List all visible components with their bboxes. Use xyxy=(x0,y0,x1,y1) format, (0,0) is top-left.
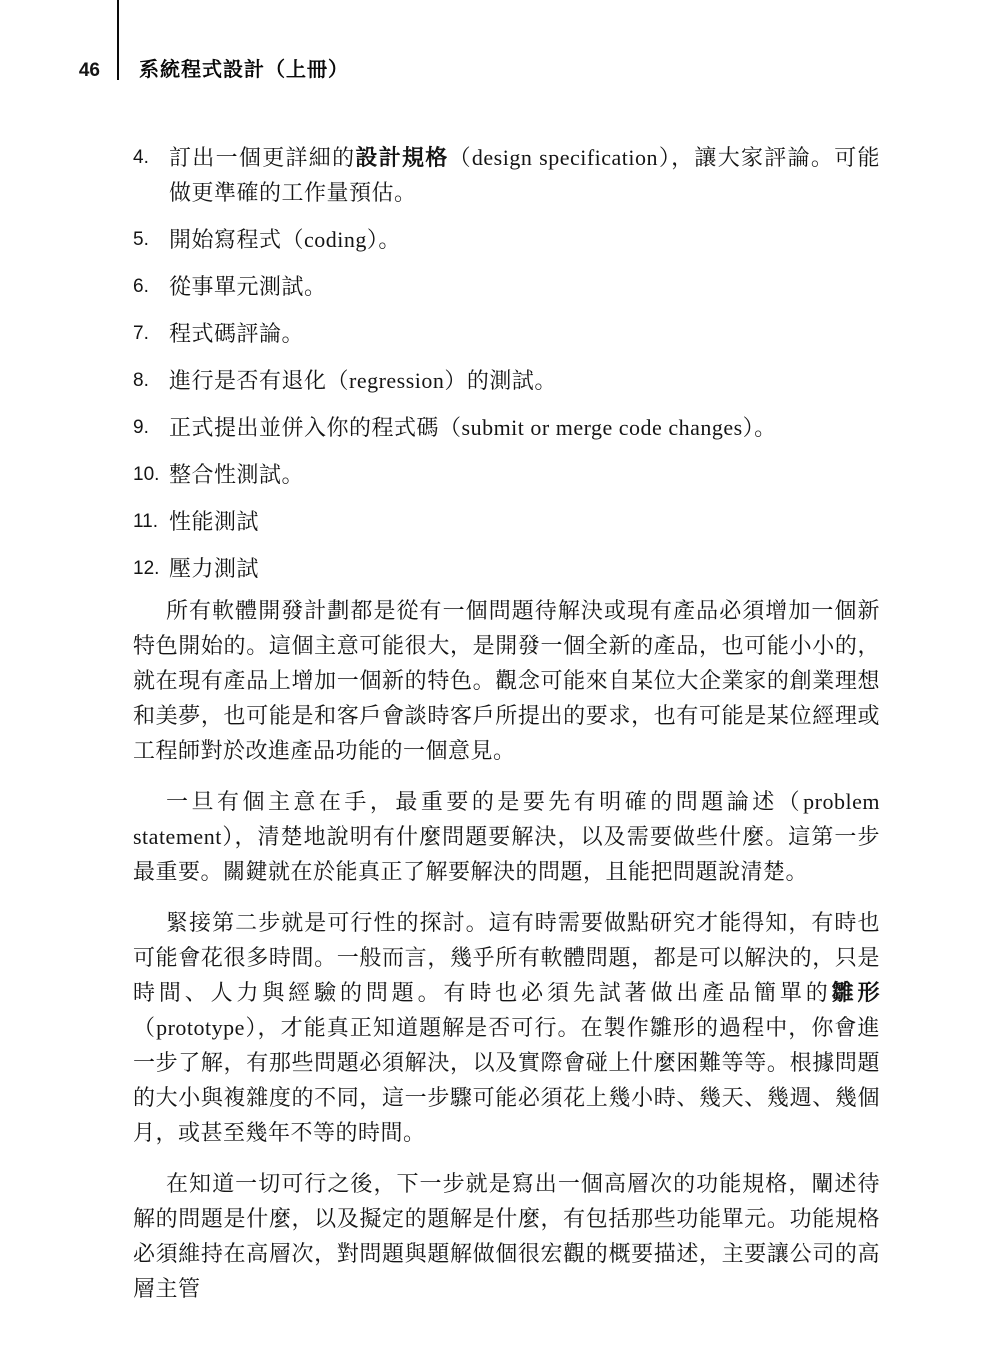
paragraph-3 xyxy=(133,905,880,1150)
numbered-list xyxy=(133,140,880,586)
paragraph-4: 在知道一切可行之後，下一步就是寫出一個高層次的功能規格，闡述待解的問題是什麼，以及擬定的題解是什麼，有包括那些功能單元。功能規格必須維持在高層次，對問題與題解做個很宏觀的概要描述，主要讓公司的高層主管 xyxy=(133,1171,880,1301)
list-item-text-pre: 訂出一個更詳細的 xyxy=(169,145,356,170)
list-item-text: 整合性測試。 xyxy=(169,462,305,487)
list-item-12 xyxy=(133,551,880,586)
list-item-number: 6. xyxy=(133,276,149,297)
paragraph-3-bold: 雛形 xyxy=(831,980,880,1005)
list-item-number: 12. xyxy=(133,558,160,579)
list-item-text: 進行是否有退化（regression）的測試。 xyxy=(169,368,557,393)
list-item-number: 5. xyxy=(133,229,149,250)
list-item-11 xyxy=(133,504,880,539)
paragraph-2: 一旦有個主意在手，最重要的是要先有明確的問題論述（problem statement），清楚地說明有什麼問題要解決，以及需要做些什麼。這第一步最重要。關鍵就在於能真正了解要解決的問題，且能把問題說清楚。 xyxy=(133,789,880,884)
paragraph-3-pre: 緊接第二步就是可行性的探討。這有時需要做點研究才能得知，有時也可能會花很多時間。一般而言，幾乎所有軟體問題，都是可以解決的，只是時間、人力與經驗的問題。有時也必須先試著做出產品簡單的 xyxy=(133,910,880,1005)
list-item-text: 壓力測試 xyxy=(169,556,260,581)
list-item-text: 正式提出並併入你的程式碼（submit or merge code changes）。 xyxy=(169,415,777,440)
list-item-text xyxy=(169,140,880,210)
list-item-4 xyxy=(133,140,880,210)
list-item-number: 11. xyxy=(133,511,159,532)
page-content xyxy=(133,140,880,1306)
list-item-6 xyxy=(133,269,880,304)
list-item-text-post: （design specification），讓大家評論。可能做更準確的工作量預估。 xyxy=(169,145,880,205)
list-item-text: 程式碼評論。 xyxy=(169,321,305,346)
list-item-number: 4. xyxy=(133,147,149,168)
paragraph-1: 所有軟體開發計劃都是從有一個問題待解決或現有產品必須增加一個新特色開始的。這個主意可能很大，是開發一個全新的產品，也可能小小的，就在現有產品上增加一個新的特色。觀念可能來自某位大企業家的創業理想和美夢，也可能是和客戶會談時客戶所提出的要求，也有可能是某位經理或工程師對於改進產品功能的一個意見。 xyxy=(133,598,880,763)
page-number: 46 xyxy=(78,60,100,81)
list-item-text: 開始寫程式（coding）。 xyxy=(169,227,401,252)
list-item-10 xyxy=(133,457,880,492)
paragraph-3-post: （prototype），才能真正知道題解是否可行。在製作雛形的過程中，你會進一步了解，有那些問題必須解決，以及實際會碰上什麼困難等等。根據問題的大小與複雜度的不同，這一步驟可能必須花上幾小時、幾天、幾週、幾個月，或甚至幾年不等的時間。 xyxy=(133,1015,880,1145)
list-item-number: 10. xyxy=(133,464,160,485)
list-item-8 xyxy=(133,363,880,398)
list-item-9 xyxy=(133,410,880,445)
header-divider-rule xyxy=(117,0,119,80)
list-item-5 xyxy=(133,222,880,257)
list-item-text: 性能測試 xyxy=(169,509,260,534)
list-item-text-bold: 設計規格 xyxy=(355,145,449,170)
book-title: 系統程式設計（上冊） xyxy=(139,59,349,81)
list-item-number: 7. xyxy=(133,323,149,344)
list-item-number: 8. xyxy=(133,370,149,391)
list-item-text: 從事單元測試。 xyxy=(169,274,327,299)
list-item-number: 9. xyxy=(133,417,149,438)
list-item-7 xyxy=(133,316,880,351)
